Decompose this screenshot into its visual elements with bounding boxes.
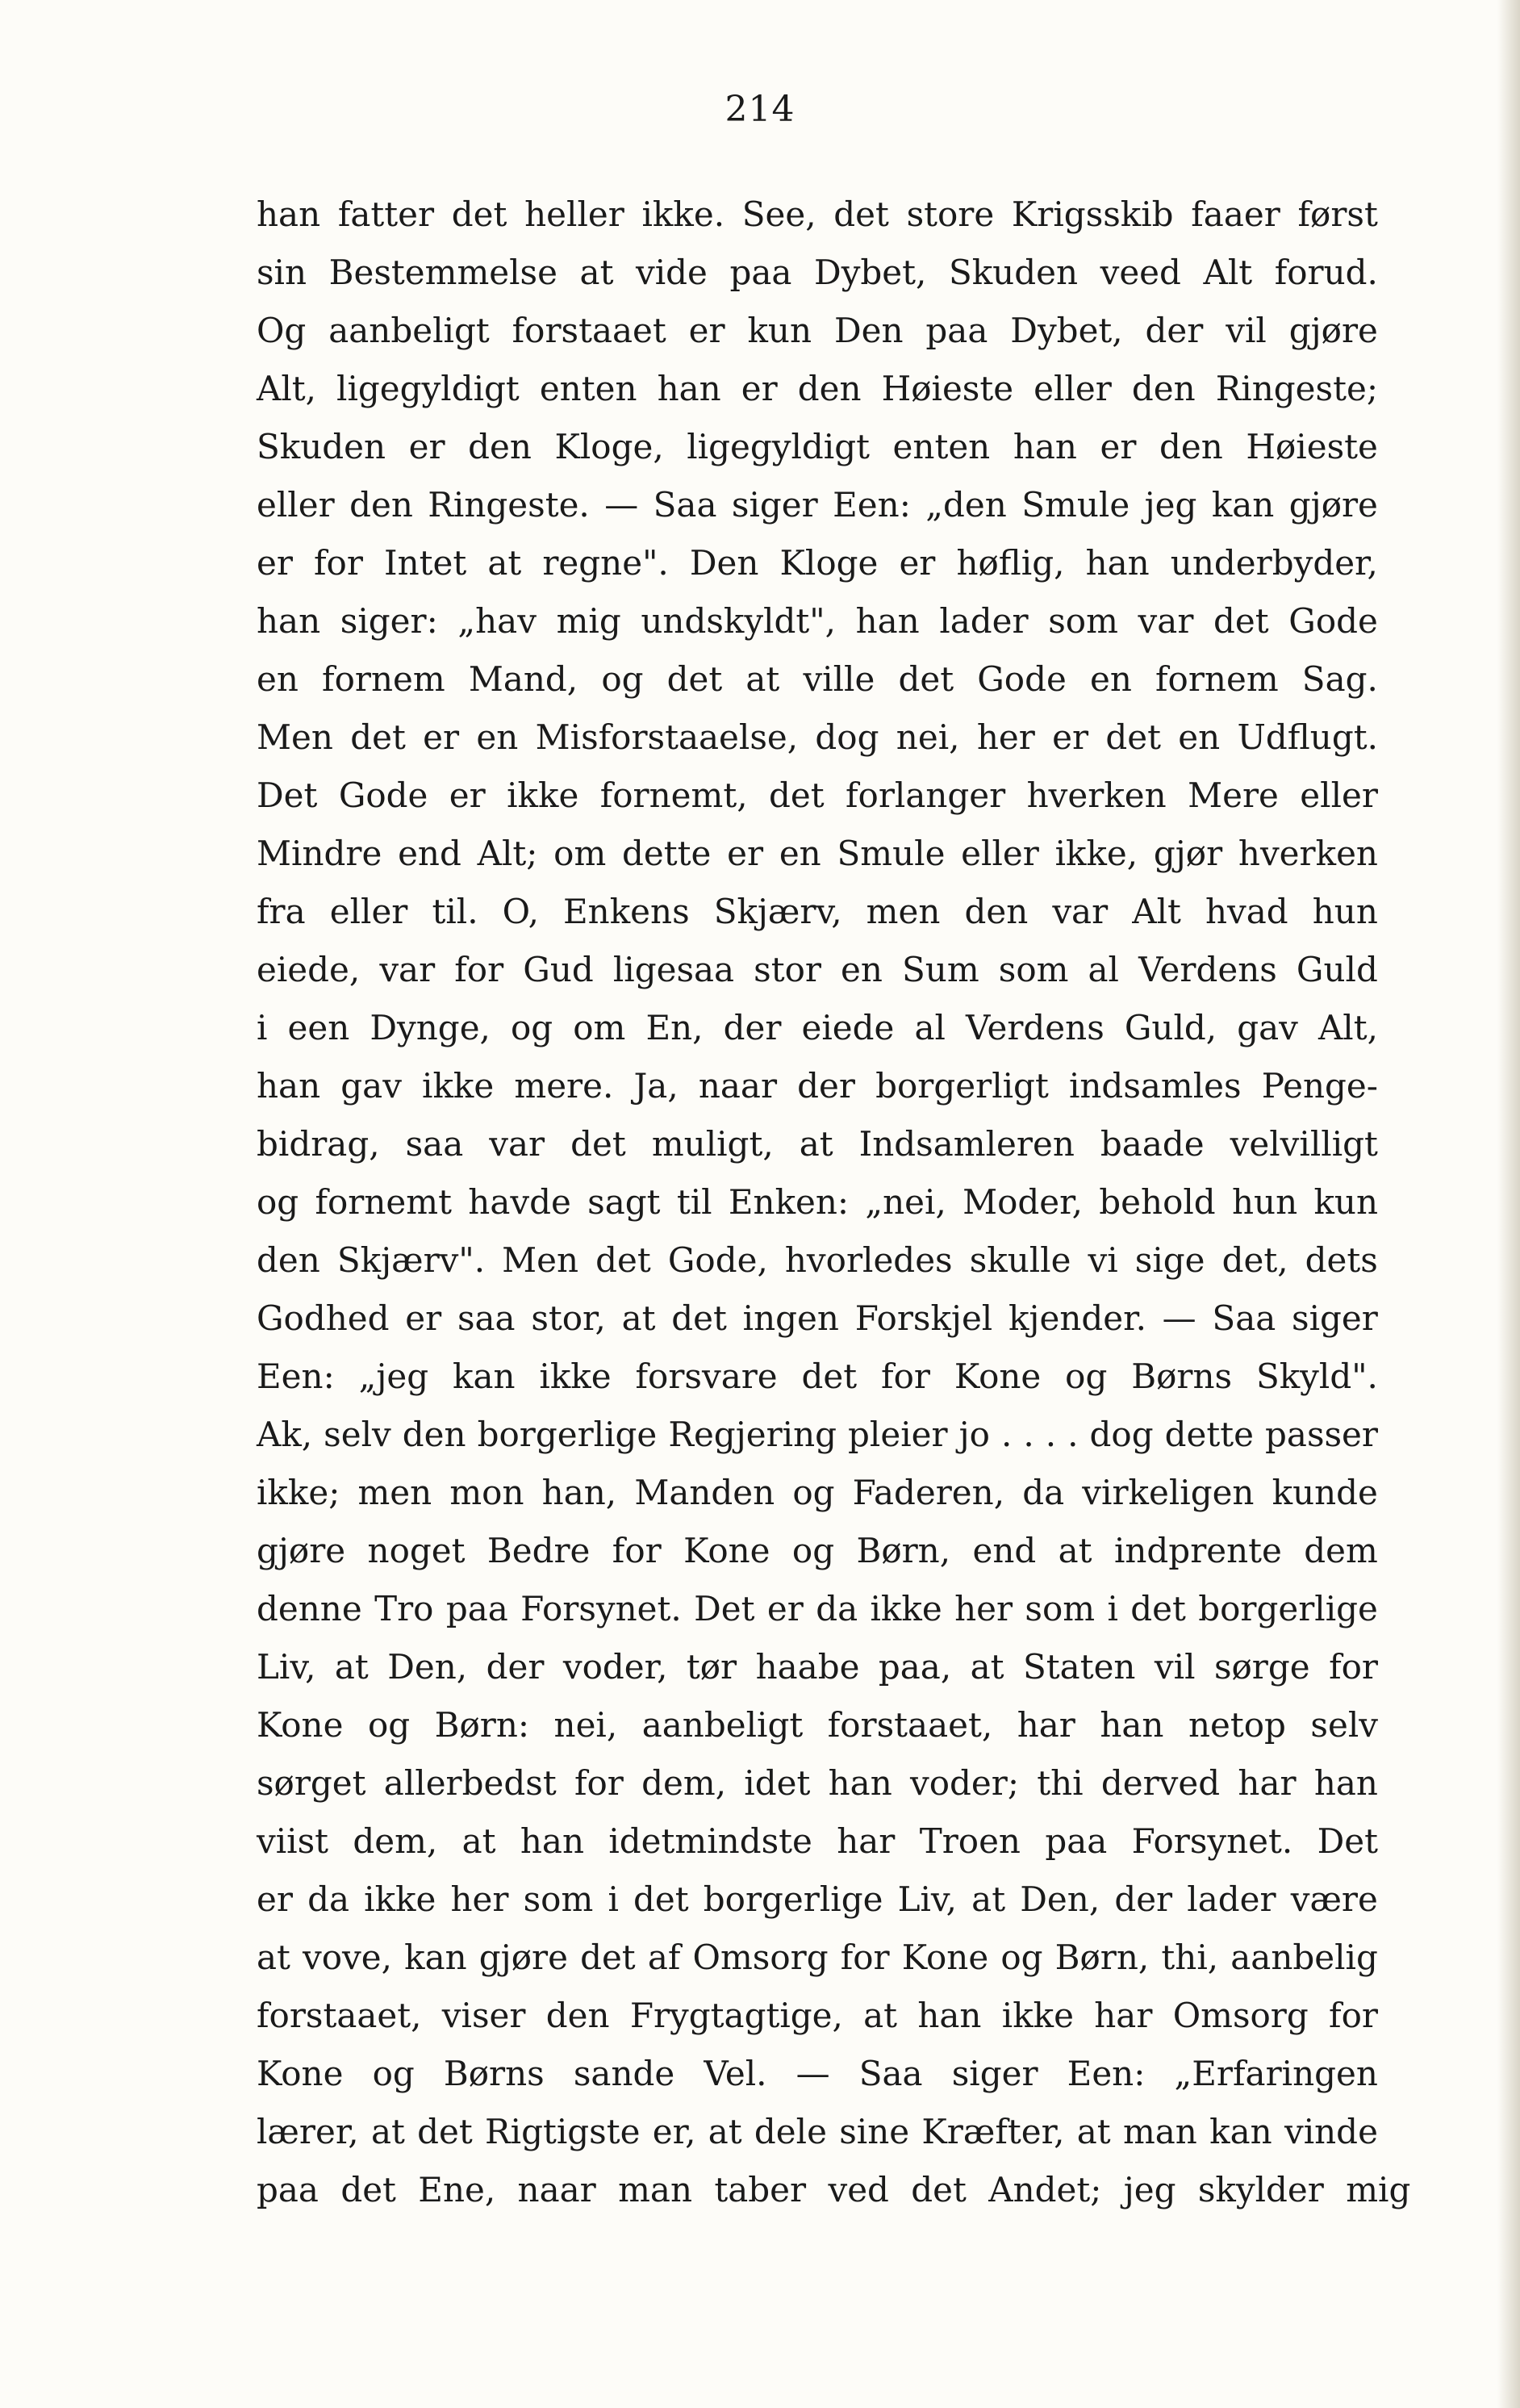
text-line: fra eller til. O, Enkens Skjærv, men den var Alt hvad hun (257, 892, 1378, 931)
text-line: Liv, at Den, der voder, tør haabe paa, at Staten vil sørge for (257, 1647, 1378, 1687)
text-line: en fornem Mand, og det at ville det Gode en fornem Sag. (257, 659, 1378, 699)
text-line: er da ikke her som i det borgerlige Liv, at Den, der lader være (257, 1879, 1378, 1919)
text-line: Kone og Børns sande Vel. — Saa siger Een: „Erfaringen (257, 2054, 1378, 2093)
text-line: eller den Ringeste. — Saa siger Een: „den Smule jeg kan gjøre (257, 485, 1378, 525)
page-number: 214 (725, 89, 795, 130)
text-line: Een: „jeg kan ikke forsvare det for Kone og Børns Skyld". (257, 1357, 1378, 1396)
text-line: paa det Ene, naar man taber ved det Andet; jeg skylder mig (257, 2170, 1411, 2209)
body-text (257, 186, 1411, 2219)
text-line: viist dem, at han idetmindste har Troen paa Forsynet. Det (257, 1821, 1378, 1861)
text-line: han siger: „hav mig undskyldt", han lader som var det Gode (257, 601, 1378, 641)
text-line: sin Bestemmelse at vide paa Dybet, Skuden veed Alt forud. (257, 253, 1378, 292)
text-line: og fornemt havde sagt til Enken: „nei, Moder, behold hun kun (257, 1182, 1378, 1222)
text-line: eiede, var for Gud ligesaa stor en Sum som al Verdens Guld (257, 950, 1378, 989)
text-line: Mindre end Alt; om dette er en Smule eller ikke, gjør hverken (257, 834, 1378, 873)
text-line: den Skjærv". Men det Gode, hvorledes skulle vi sige det, dets (257, 1240, 1378, 1280)
text-line: Og aanbeligt forstaaet er kun Den paa Dybet, der vil gjøre (257, 311, 1378, 350)
text-line: i een Dynge, og om En, der eiede al Verdens Guld, gav Alt, (257, 1008, 1378, 1047)
text-line: Alt, ligegyldigt enten han er den Høieste eller den Ringeste; (257, 369, 1378, 408)
text-line: denne Tro paa Forsynet. Det er da ikke her som i det borgerlige (257, 1589, 1378, 1628)
text-line: gjøre noget Bedre for Kone og Børn, end at indprente dem (257, 1531, 1378, 1570)
page-edge-shadow (1497, 0, 1520, 2408)
text-line: Godhed er saa stor, at det ingen Forskjel kjender. — Saa siger (257, 1298, 1378, 1338)
text-line: forstaaet, viser den Frygtagtige, at han ikke har Omsorg for (257, 1996, 1378, 2035)
text-line: bidrag, saa var det muligt, at Indsamleren baade velvilligt (257, 1124, 1378, 1164)
text-line: at vove, kan gjøre det af Omsorg for Kone og Børn, thi, aanbelig (257, 1938, 1378, 1977)
text-line: lærer, at det Rigtigste er, at dele sine Kræfter, at man kan vinde (257, 2112, 1378, 2151)
text-line: er for Intet at regne". Den Kloge er høflig, han underbyder, (257, 543, 1378, 583)
text-line: Det Gode er ikke fornemt, det forlanger hverken Mere eller (257, 775, 1378, 815)
text-line: sørget allerbedst for dem, idet han voder; thi derved har han (257, 1763, 1378, 1803)
text-line: ikke; men mon han, Manden og Faderen, da virkeligen kunde (257, 1473, 1378, 1512)
text-line: Kone og Børn: nei, aanbeligt forstaaet, har han netop selv (257, 1705, 1378, 1745)
text-line: han gav ikke mere. Ja, naar der borgerligt indsamles Penge- (257, 1066, 1378, 1106)
text-line: Men det er en Misforstaaelse, dog nei, her er det en Udflugt. (257, 717, 1378, 757)
text-line: han fatter det heller ikke. See, det store Krigsskib faaer først (257, 194, 1378, 234)
text-line: Skuden er den Kloge, ligegyldigt enten han er den Høieste (257, 427, 1378, 466)
text-line: Ak, selv den borgerlige Regjering pleier jo . . . . dog dette passer (257, 1415, 1378, 1454)
